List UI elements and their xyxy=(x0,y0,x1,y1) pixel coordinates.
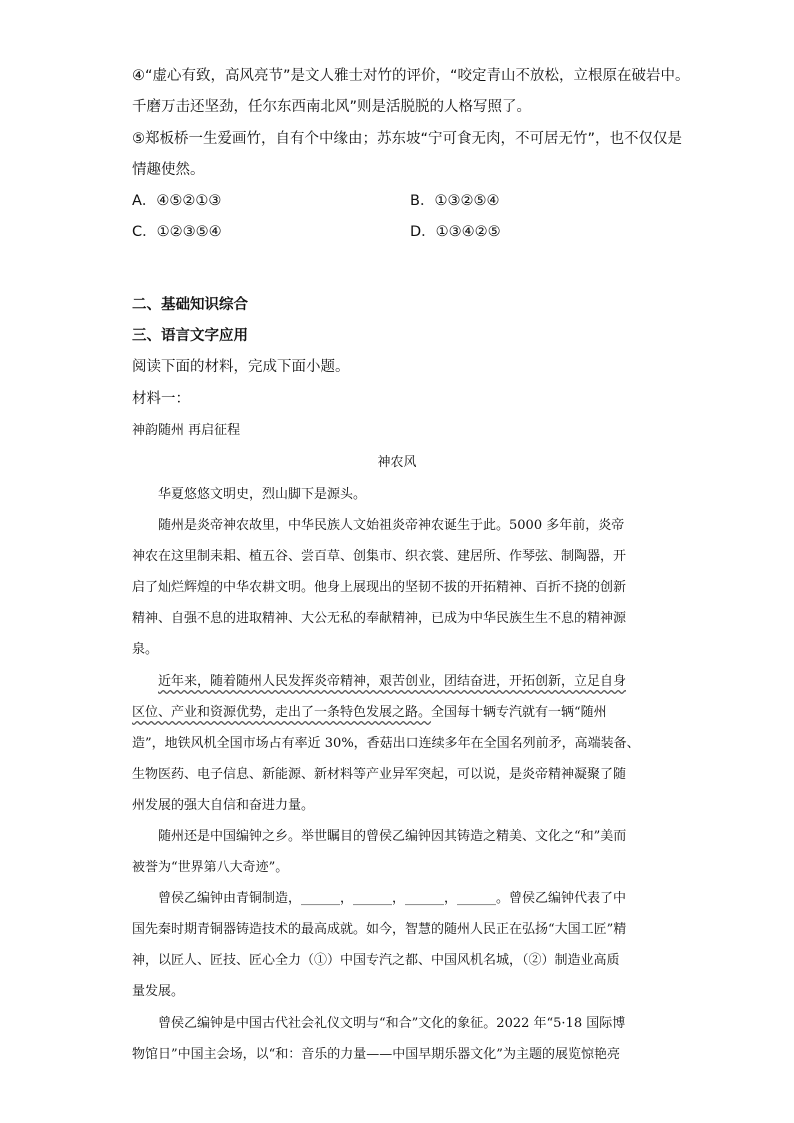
paragraph-4-line-1: 随州还是中国编钟之乡。举世瞩目的曾侯乙编钟因其铸造之精美、文化之“和”美而 xyxy=(158,829,627,844)
question-item-4-line-2: 千磨万击还坚劲，任尔东西南北风”则是活脱脱的人格写照了。 xyxy=(132,99,532,115)
material-heading: 神农风 xyxy=(377,455,417,470)
paragraph-3-line-3: 造”，地铁风机全国市场占有率近 30%，香菇出口连续多年在全国名列前矛，高端装备、 xyxy=(132,736,640,751)
paragraph-6-line-1: 曾侯乙编钟是中国古代社会礼仪文明与“和合”文化的象征。2022 年“5·18 国际博 xyxy=(158,1016,626,1031)
paragraph-3-line-2-underlined: 区位、产业和资源优势，走出了一条特色发展之路。 xyxy=(132,705,432,720)
paragraph-6-line-2: 物馆日”中国主会场，以“和：音乐的力量——中国早期乐器文化”为主题的展览惊艳亮 xyxy=(132,1047,620,1062)
option-d[interactable]: D．①③④②⑤ xyxy=(410,224,501,240)
section-heading-2: 二、基础知识综合 xyxy=(132,297,248,313)
paragraph-5-line-3: 神，以匠人、匠技、匠心全力（①）中国专汽之都、中国风机名城，（②）制造业高质 xyxy=(132,953,620,968)
paragraph-2-line-3: 启了灿烂辉煌的中华农耕文明。他身上展现出的坚韧不拔的开拓精神、百折不挠的创新 xyxy=(132,580,627,595)
paragraph-5-line-1: 曾侯乙编钟由青铜制造，______，______，______，______。曾侯乙编钟代表了中 xyxy=(158,891,627,906)
paragraph-4-line-2: 被誉为“世界第八大奇迹”。 xyxy=(132,860,289,875)
option-a[interactable]: A．④⑤②①③ xyxy=(132,193,222,209)
option-c[interactable]: C．①②③⑤④ xyxy=(132,224,222,240)
material-label: 材料一： xyxy=(132,391,190,407)
material-subtitle: 神韵随州 再启征程 xyxy=(132,423,241,438)
paragraph-2-line-4: 精神、自强不息的进取精神、大公无私的奉献精神，已成为中华民族生生不息的精神源 xyxy=(132,611,627,626)
question-item-5-line-1: ⑤郑板桥一生爱画竹，自有个中缘由；苏东坡“宁可食无肉，不可居无竹”，也不仅仅是 xyxy=(132,131,683,147)
paragraph-3-line-2 xyxy=(132,703,607,723)
paragraph-2-line-1: 随州是炎帝神农故里，中华民族人文始祖炎帝神农诞生于此。5000 多年前，炎帝 xyxy=(158,518,625,533)
question-item-5-line-2: 情趣使然。 xyxy=(132,162,205,178)
section-heading-3: 三、语言文字应用 xyxy=(132,328,248,344)
question-item-4-line-1: ④“虚心有致，高风亮节”是文人雅士对竹的评价，“咬定青山不放松，立根原在破岩中。 xyxy=(132,68,690,84)
paragraph-3-line-2-rest: 全国每十辆专汽就有一辆“随州 xyxy=(431,705,607,720)
option-b[interactable]: B．①③②⑤④ xyxy=(410,193,500,209)
instruction-text: 阅读下面的材料，完成下面小题。 xyxy=(132,359,350,375)
paragraph-5-line-4: 量发展。 xyxy=(132,984,185,999)
paragraph-3-line-1-underlined: 近年来，随着随州人民发挥炎帝精神，艰苦创业，团结奋进，开拓创新，立足自身 xyxy=(158,674,627,689)
paragraph-1: 华夏悠悠文明史，烈山脚下是源头。 xyxy=(158,487,367,502)
paragraph-2-line-2: 神农在这里制耒耜、植五谷、尝百草、创集市、织衣裳、建居所、作琴弦、制陶器，开 xyxy=(132,549,627,564)
paragraph-3-line-4: 生物医药、电子信息、新能源、新材料等产业异军突起，可以说，是炎帝精神凝聚了随 xyxy=(132,767,627,782)
paragraph-2-line-5: 泉。 xyxy=(132,642,159,657)
paragraph-3-line-5: 州发展的强大自信和奋进力量。 xyxy=(132,798,315,813)
paragraph-5-line-2: 国先秦时期青铜器铸造技术的最高成就。如今，智慧的随州人民正在弘扬“大国工匠”精 xyxy=(132,922,627,937)
